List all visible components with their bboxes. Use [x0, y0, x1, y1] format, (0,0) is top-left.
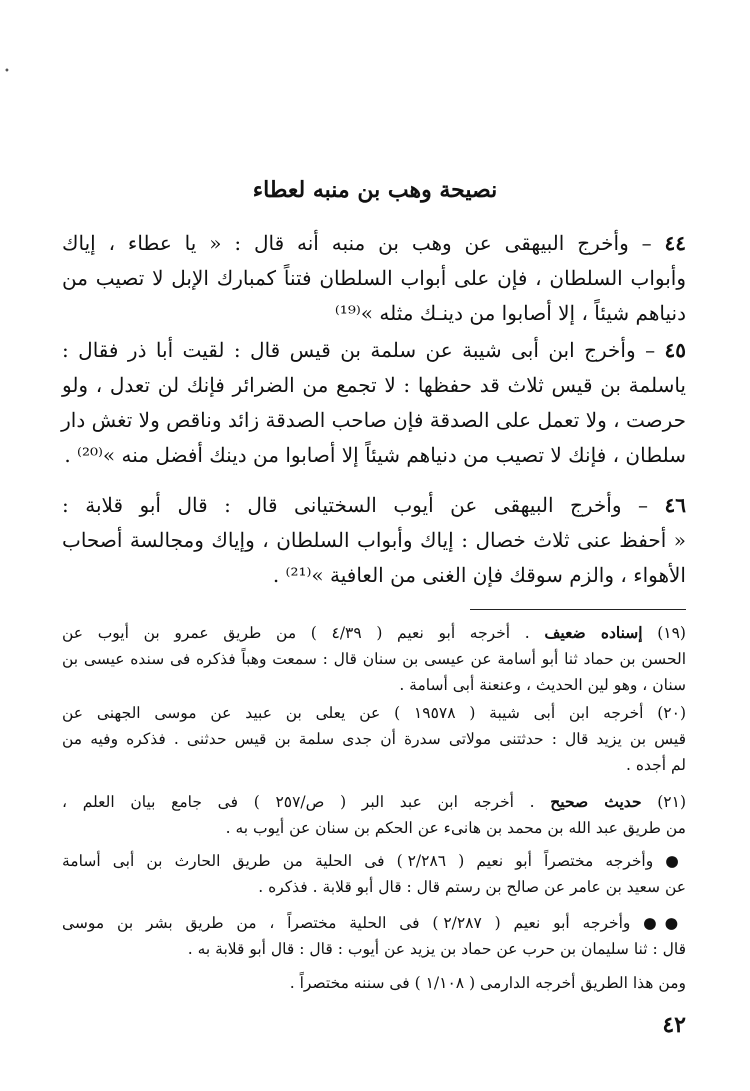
footnote-grade: حديث صحيح	[550, 792, 642, 811]
footnote-19	[62, 620, 686, 698]
paragraph-number: ٤٤	[664, 231, 686, 255]
paragraph-44	[62, 226, 686, 331]
paragraph-46	[62, 488, 686, 593]
paragraph-line: الأهواء ، والزم سوقك فإن الغنى من العافية »⁽²¹⁾ .	[272, 563, 686, 587]
paragraph-line: ياسلمة بن قيس ثلاث قد حفظها : لا تجمع من الضرائر فإنك لن تعدل ، ولو	[62, 373, 686, 397]
footnote-21-note-3	[62, 970, 686, 996]
footnote-line: قال : ثنا سليمان بن حرب عن حماد بن يزيد عن أيوب : قال : قال أبو قلابة به .	[187, 940, 686, 958]
paragraph-45	[62, 333, 686, 473]
page-number: ٤٢	[662, 1012, 686, 1038]
paragraph-line: سلطان ، فإنك لا تصيب من دنياهم شيئاً إلا أصابوا من دينك أفضل منه »⁽²⁰⁾ .	[64, 443, 686, 467]
footnote-21-note-1	[62, 848, 686, 900]
footnote-line: عن سعيد بن عامر عن صالح بن رستم قال : قال أبو قلابة . فذكره .	[258, 878, 686, 896]
footnote-line: (٢٠) أخرجه ابن أبى شيبة ( ١٩٥٧٨ ) عن يعلى بن عبيد عن موسى الجهنى عن	[62, 704, 687, 722]
footnote-line: سنان ، وهو لين الحديث ، وعنعنة أبى أسامة .	[399, 676, 686, 694]
paragraph-line: دنياهم شيئاً ، إلا أصابوا من دينـك مثله »⁽¹⁹⁾	[334, 301, 686, 325]
footnote-line: لم أجده .	[626, 756, 686, 774]
paragraph-number: ٤٦	[664, 493, 686, 517]
paragraph-line: حرصت ، ولا تعمل على الصدقة فإن صاحب الصدقة زائد وناقص ولا تغش دار	[61, 408, 686, 432]
paragraph-line: ٤٦ – وأخرج البيهقى عن أيوب السختيانى قال : قال أبو قلابة :	[62, 493, 686, 517]
footnote-line: (١٩) إسناده ضعيف . أخرجه أبو نعيم ( ٤/٣٩ ) من طريق عمرو بن أيوب عن	[62, 623, 686, 642]
scan-mark: •	[4, 66, 10, 77]
paragraph-line: ٤٤ – وأخرج البيهقى عن وهب بن منبه أنه قال : « يا عطاء ، إياك	[62, 231, 686, 255]
paragraph-line: وأبواب السلطان ، فإن على أبواب السلطان فتناً كمبارك الإبل لا تصيب من	[62, 266, 686, 290]
footnote-divider	[470, 609, 686, 610]
footnote-20	[62, 700, 686, 778]
footnote-line: ●● وأخرجه أبو نعيم ( ٢/٢٨٧ ) فى الحلية مختصراً ، من طريق بشر بن موسى	[62, 914, 686, 932]
footnote-21-note-2	[62, 910, 686, 962]
footnote-line: (٢١) حديث صحيح . أخرجه ابن عبد البر ( ص/٢٥٧ ) فى جامع بيان العلم ،	[62, 792, 686, 811]
footnote-line: من طريق عبد الله بن محمد بن هانىء عن الحكم بن سنان عن أيوب به .	[225, 819, 686, 837]
paragraph-line: « أحفظ عنى ثلاث خصال : إياك وأبواب السلطان ، وإياك ومجالسة أصحاب	[62, 528, 686, 552]
section-title: نصيحة وهب بن منبه لعطاء	[252, 177, 498, 203]
paragraph-number: ٤٥	[664, 338, 686, 362]
footnote-line: قيس بن يزيد قال : حدثتنى مولاتى سدرة أن جدى سلمة بن قيس حدثنى . فذكره وفيه من	[62, 730, 686, 748]
footnote-line: ● وأخرجه مختصراً أبو نعيم ( ٢/٢٨٦ ) فى الحلية من طريق الحارث بن أبى أسامة	[62, 852, 686, 870]
footnote-line: ومن هذا الطريق أخرجه الدارمى ( ١/١٠٨ ) فى سننه مختصراً .	[289, 974, 686, 992]
footnote-21	[62, 789, 686, 841]
footnote-grade: إسناده ضعيف	[544, 623, 643, 642]
paragraph-line: ٤٥ – وأخرج ابن أبى شيبة عن سلمة بن قيس قال : لقيت أبا ذر فقال :	[62, 338, 686, 362]
footnote-line: الحسن بن حماد ثنا أبو أسامة عن عيسى بن سنان قال : سمعت وهباً فذكره فى سنده عيسى بن	[62, 650, 686, 668]
